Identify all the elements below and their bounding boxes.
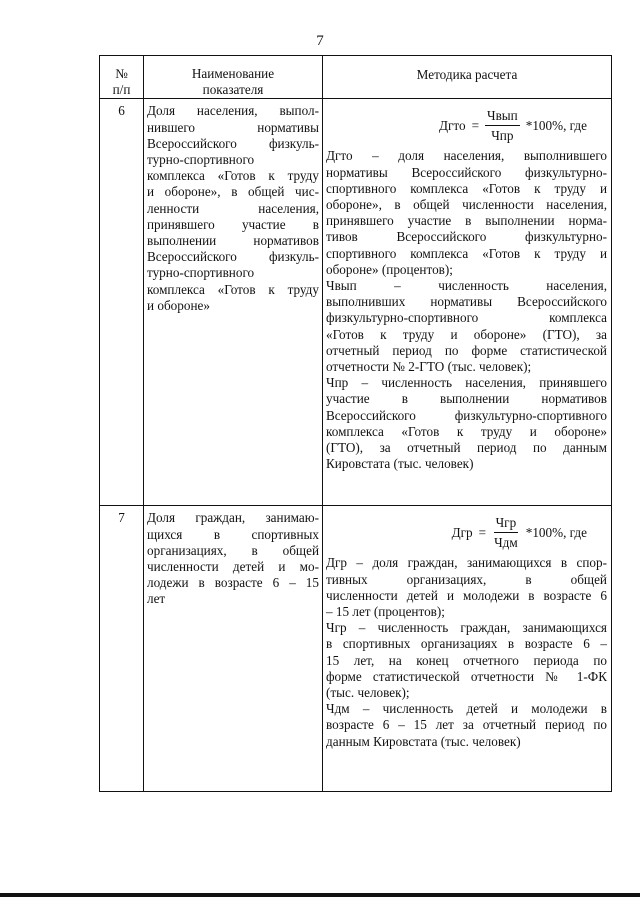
indicator-name-line: комплекса «Готов к труду <box>147 281 319 297</box>
definition-line: Всероссийского физкультурно-спортивного <box>326 407 607 423</box>
definition-line: – 15 лет (процентов); <box>326 604 445 620</box>
definition-paragraph <box>326 555 607 620</box>
indicator-name <box>144 99 323 506</box>
indicator-name-line: нившего нормативы <box>147 119 319 135</box>
table-row <box>100 506 612 792</box>
definition-line: Чвып – численность населения, <box>326 278 607 294</box>
formula-fraction <box>492 515 520 551</box>
indicator-name-line: Доля населения, выпол- <box>147 103 319 119</box>
definition-line: форме статистической отчетности № 1-ФК <box>326 668 607 684</box>
indicator-name-line: численности детей и мо- <box>147 559 319 575</box>
indicator-name-line: организациях, в общей <box>147 542 319 558</box>
definition-line: (тыс. человек); <box>326 685 410 701</box>
table-header-row <box>100 56 612 99</box>
formula <box>326 104 607 148</box>
definition-paragraph <box>326 701 607 750</box>
definition-line: возрасте 6 – 15 лет за отчетный период по <box>326 717 607 733</box>
definition-paragraph <box>326 278 607 375</box>
definition-line: участие в выполнении нормативов <box>326 391 607 407</box>
definition-line: Кировстата (тыс. человек) <box>326 456 474 472</box>
definition-line: комплекса «Готов к труду и обороне» <box>326 423 607 439</box>
header-num-line: № <box>115 66 128 81</box>
header-method <box>323 56 612 99</box>
definition-line: отчетный период по форме статистической <box>326 342 607 358</box>
definition-line: Чгр – численность граждан, занимающихся <box>326 620 607 636</box>
header-method-label: Методика расчета <box>416 67 518 82</box>
indicator-name-line: лет <box>147 591 166 607</box>
indicator-name-line: принявшего участие в <box>147 216 319 232</box>
definition-line: принявшего участие в выполнении норма- <box>326 213 607 229</box>
table-body <box>100 99 612 792</box>
definition-line: данным Кировстата (тыс. человек) <box>326 733 521 749</box>
bottom-rule <box>0 893 640 897</box>
definition-line: Дгто – доля населения, выполнившего <box>326 148 607 164</box>
definition-line: спортивного комплекса «Готов к труду и <box>326 180 607 196</box>
formula-equals: = <box>471 118 479 134</box>
indicator-name <box>144 506 323 792</box>
definition-line: численности детей и молодежи в возрасте 6 <box>326 587 607 603</box>
definition-line: Чдм – численность детей и молодежи в <box>326 701 607 717</box>
indicator-name-line: и обороне», в общей чис- <box>147 184 319 200</box>
indicator-name-line: щихся в спортивных <box>147 526 319 542</box>
header-name <box>144 56 323 99</box>
formula-lhs: Дгто <box>438 118 466 134</box>
table-row <box>100 99 612 506</box>
row-number: 6 <box>100 99 144 506</box>
row-number: 7 <box>100 506 144 792</box>
definition-line: 15 лет, на конец отчетного периода по <box>326 652 607 668</box>
page-number: 7 <box>316 33 324 49</box>
formula-equals: = <box>478 525 487 541</box>
definition-line: Дгр – доля граждан, занимающихся в спор- <box>326 555 607 571</box>
indicator-name-line: турно-спортивного <box>147 152 255 168</box>
formula-denominator: Чпр <box>491 128 514 144</box>
definition-line: (ГТО), за отчетный период по данным <box>326 440 607 456</box>
calculation-method <box>323 506 612 792</box>
definition-line: выполнивших нормативы Всероссийского <box>326 294 607 310</box>
indicator-name-line: комплекса «Готов к труду <box>147 168 319 184</box>
indicator-name-line: лодежи в возрасте 6 – 15 <box>147 575 319 591</box>
indicator-name-line: и обороне» <box>147 297 210 313</box>
indicator-name-line: выполнении нормативов <box>147 233 319 249</box>
formula-numerator: Чвып <box>485 108 520 126</box>
definition-line: спортивного комплекса «Готов к труду и <box>326 245 607 261</box>
formula-lhs: Дгр <box>451 525 473 541</box>
definition-line: нормативы Всероссийского физкультурно- <box>326 164 607 180</box>
definition-line: физкультурно-спортивного комплекса <box>326 310 607 326</box>
indicator-name-line: турно-спортивного <box>147 265 255 281</box>
indicator-name-line: Всероссийского физкуль- <box>147 135 319 151</box>
definition-line: обороне», в общей численности населения, <box>326 197 607 213</box>
definition-line: тивов Всероссийского физкультурно- <box>326 229 607 245</box>
definition-line: Чпр – численность населения, принявшего <box>326 375 607 391</box>
definition-paragraph <box>326 375 607 472</box>
definition-paragraph <box>326 148 607 278</box>
header-num-line: п/п <box>112 82 131 98</box>
header-num <box>100 56 144 99</box>
header-name-line: показателя <box>202 82 264 98</box>
formula-numerator: Чгр <box>494 515 519 533</box>
definition-line: «Готов к труду и обороне» (ГТО), за <box>326 326 607 342</box>
definition-line: обороне» (процентов); <box>326 261 453 277</box>
indicator-name-line: Всероссийского физкуль- <box>147 249 319 265</box>
indicator-name-line: Доля граждан, занимаю- <box>147 510 319 526</box>
formula-suffix: *100%, где <box>525 525 587 541</box>
definition-line: тивных организациях, в общей <box>326 571 607 587</box>
indicators-table <box>99 55 612 792</box>
formula <box>326 511 607 555</box>
indicator-name-line: ленности населения, <box>147 200 319 216</box>
calculation-method <box>323 99 612 506</box>
formula-suffix: *100%, где <box>525 118 587 134</box>
formula-denominator: Чдм <box>494 535 518 551</box>
definition-line: отчетности № 2-ГТО (тыс. человек); <box>326 359 532 375</box>
definition-line: в спортивных организациях в возрасте 6 – <box>326 636 607 652</box>
definition-paragraph <box>326 620 607 701</box>
formula-fraction <box>485 108 520 144</box>
header-name-line: Наименование <box>191 66 275 81</box>
